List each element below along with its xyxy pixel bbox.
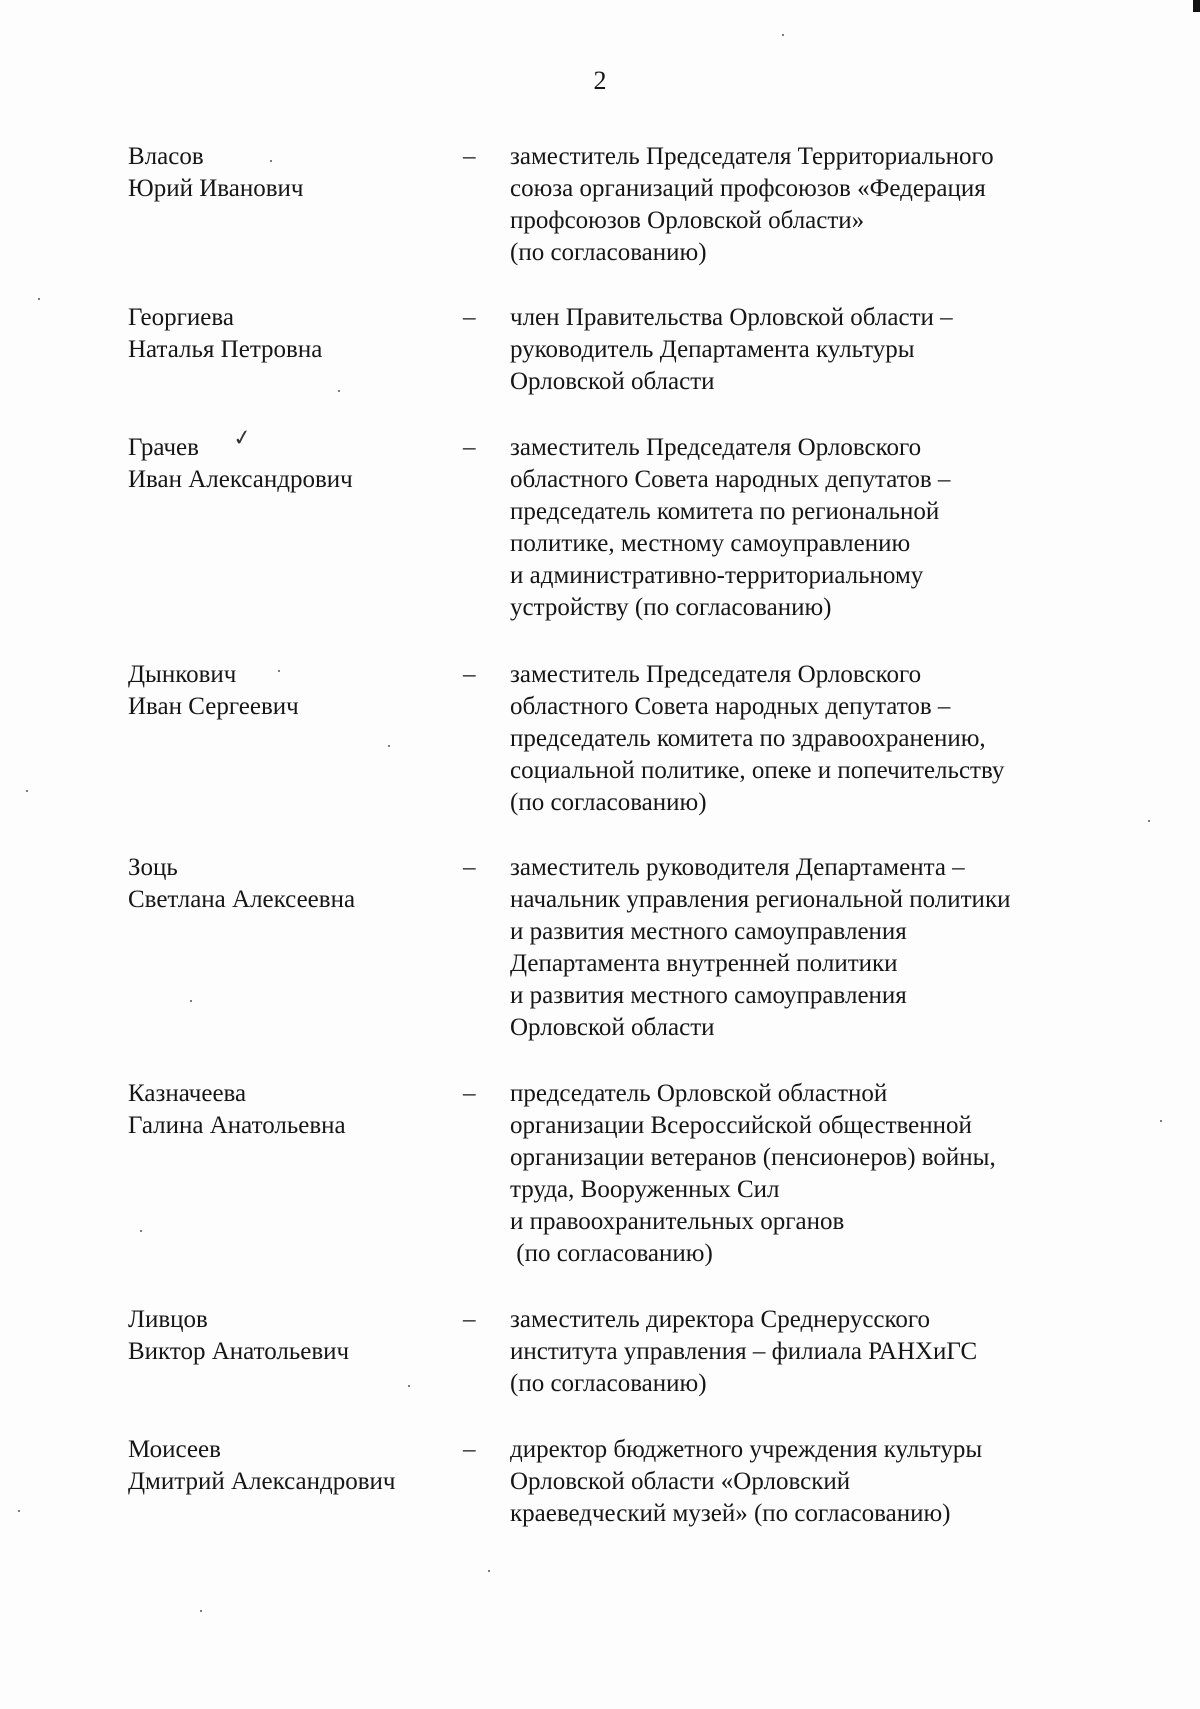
member-given-name: Наталья Петровна bbox=[128, 336, 323, 363]
member-given-name: Дмитрий Александрович bbox=[128, 1468, 396, 1495]
scan-speck bbox=[408, 1385, 410, 1387]
position-line: директор бюджетного учреждения культуры bbox=[510, 1436, 983, 1463]
position-line: областного Совета народных депутатов – bbox=[510, 466, 951, 493]
member-position bbox=[510, 302, 1110, 398]
scan-speck bbox=[190, 1000, 192, 1002]
member-name bbox=[128, 1078, 448, 1142]
position-line: института управления – филиала РАНХиГС bbox=[510, 1338, 978, 1365]
scan-speck bbox=[488, 1570, 490, 1572]
scan-speck bbox=[338, 390, 340, 392]
member-given-name: Иван Сергеевич bbox=[128, 693, 299, 720]
position-line: организации Всероссийской общественной bbox=[510, 1112, 972, 1139]
member-position bbox=[510, 1078, 1110, 1270]
separator-dash: – bbox=[463, 304, 476, 331]
member-name bbox=[128, 302, 448, 366]
position-line: заместитель директора Среднерусского bbox=[510, 1306, 931, 1333]
position-line: профсоюзов Орловской области» bbox=[510, 207, 865, 234]
page-number: 2 bbox=[593, 66, 607, 95]
member-name bbox=[128, 432, 448, 496]
member-given-name: Юрий Иванович bbox=[128, 175, 304, 202]
position-line: руководитель Департамента культуры bbox=[510, 336, 915, 363]
member-position bbox=[510, 1304, 1110, 1400]
member-surname: Ливцов bbox=[128, 1306, 208, 1333]
position-line: и развития местного самоуправления bbox=[510, 918, 907, 945]
scan-speck bbox=[278, 670, 280, 672]
member-position bbox=[510, 659, 1110, 819]
position-line: Орловской области bbox=[510, 1014, 715, 1041]
member-surname: Грачев bbox=[128, 434, 199, 461]
member-surname: Георгиева bbox=[128, 304, 234, 331]
member-given-name: Иван Александрович bbox=[128, 466, 353, 493]
position-line: член Правительства Орловской области – bbox=[510, 304, 953, 331]
position-line: областного Совета народных депутатов – bbox=[510, 693, 951, 720]
separator-dash: – bbox=[463, 854, 476, 881]
member-name bbox=[128, 1304, 448, 1368]
position-line: председатель комитета по здравоохранению, bbox=[510, 725, 986, 752]
position-line: организации ветеранов (пенсионеров) войны, bbox=[510, 1144, 996, 1171]
member-given-name: Виктор Анатольевич bbox=[128, 1338, 350, 1365]
position-line: (по согласованию) bbox=[510, 1370, 707, 1397]
position-line: заместитель Председателя Орловского bbox=[510, 434, 922, 461]
member-position bbox=[510, 1434, 1110, 1530]
position-line: краеведческий музей» (по согласованию) bbox=[510, 1500, 951, 1527]
member-position bbox=[510, 432, 1110, 624]
position-line: социальной политике, опеке и попечительству bbox=[510, 757, 1005, 784]
scan-speck bbox=[38, 298, 40, 300]
scan-speck bbox=[270, 160, 272, 162]
member-name bbox=[128, 659, 448, 723]
position-line: (по согласованию) bbox=[510, 789, 707, 816]
position-line: начальник управления региональной политики bbox=[510, 886, 1011, 913]
member-name bbox=[128, 141, 448, 205]
position-line: заместитель Председателя Территориального bbox=[510, 143, 994, 170]
scan-speck bbox=[1148, 820, 1150, 822]
member-surname: Дынкович bbox=[128, 661, 237, 688]
separator-dash: – bbox=[463, 1306, 476, 1333]
member-given-name: Галина Анатольевна bbox=[128, 1112, 346, 1139]
position-line: председатель Орловской областной bbox=[510, 1080, 888, 1107]
scan-speck bbox=[782, 34, 784, 36]
scan-speck bbox=[18, 1510, 20, 1512]
position-line: союза организаций профсоюзов «Федерация bbox=[510, 175, 986, 202]
separator-dash: – bbox=[463, 1436, 476, 1463]
scan-speck bbox=[388, 745, 390, 747]
scan-speck bbox=[26, 790, 28, 792]
scan-speck bbox=[140, 1230, 142, 1232]
position-line: заместитель руководителя Департамента – bbox=[510, 854, 965, 881]
separator-dash: – bbox=[463, 143, 476, 170]
position-line: труда, Вооруженных Сил bbox=[510, 1176, 780, 1203]
position-line: политике, местному самоуправлению bbox=[510, 530, 911, 557]
position-line: и административно-территориальному bbox=[510, 562, 924, 589]
position-line: (по согласованию) bbox=[510, 1240, 713, 1267]
member-surname: Казначеева bbox=[128, 1080, 247, 1107]
member-position bbox=[510, 852, 1110, 1044]
member-position bbox=[510, 141, 1110, 269]
position-line: (по согласованию) bbox=[510, 239, 707, 266]
position-line: заместитель Председателя Орловского bbox=[510, 661, 922, 688]
position-line: устройству (по согласованию) bbox=[510, 594, 832, 621]
scan-edge-mark bbox=[1193, 0, 1200, 12]
position-line: и правоохранительных органов bbox=[510, 1208, 845, 1235]
separator-dash: – bbox=[463, 661, 476, 688]
position-line: председатель комитета по региональной bbox=[510, 498, 940, 525]
position-line: Орловской области «Орловский bbox=[510, 1468, 851, 1495]
member-name bbox=[128, 1434, 448, 1498]
position-line: и развития местного самоуправления bbox=[510, 982, 907, 1009]
separator-dash: – bbox=[463, 434, 476, 461]
position-line: Орловской области bbox=[510, 368, 715, 395]
member-surname: Моисеев bbox=[128, 1436, 221, 1463]
position-line: Департамента внутренней политики bbox=[510, 950, 898, 977]
member-surname: Власов bbox=[128, 143, 204, 170]
member-given-name: Светлана Алексеевна bbox=[128, 886, 356, 913]
scan-speck bbox=[200, 1610, 202, 1612]
handwritten-check-mark: ✓ bbox=[231, 423, 254, 452]
scan-speck bbox=[1160, 1120, 1162, 1122]
member-surname: Зоць bbox=[128, 854, 178, 881]
member-name bbox=[128, 852, 448, 916]
separator-dash: – bbox=[463, 1080, 476, 1107]
